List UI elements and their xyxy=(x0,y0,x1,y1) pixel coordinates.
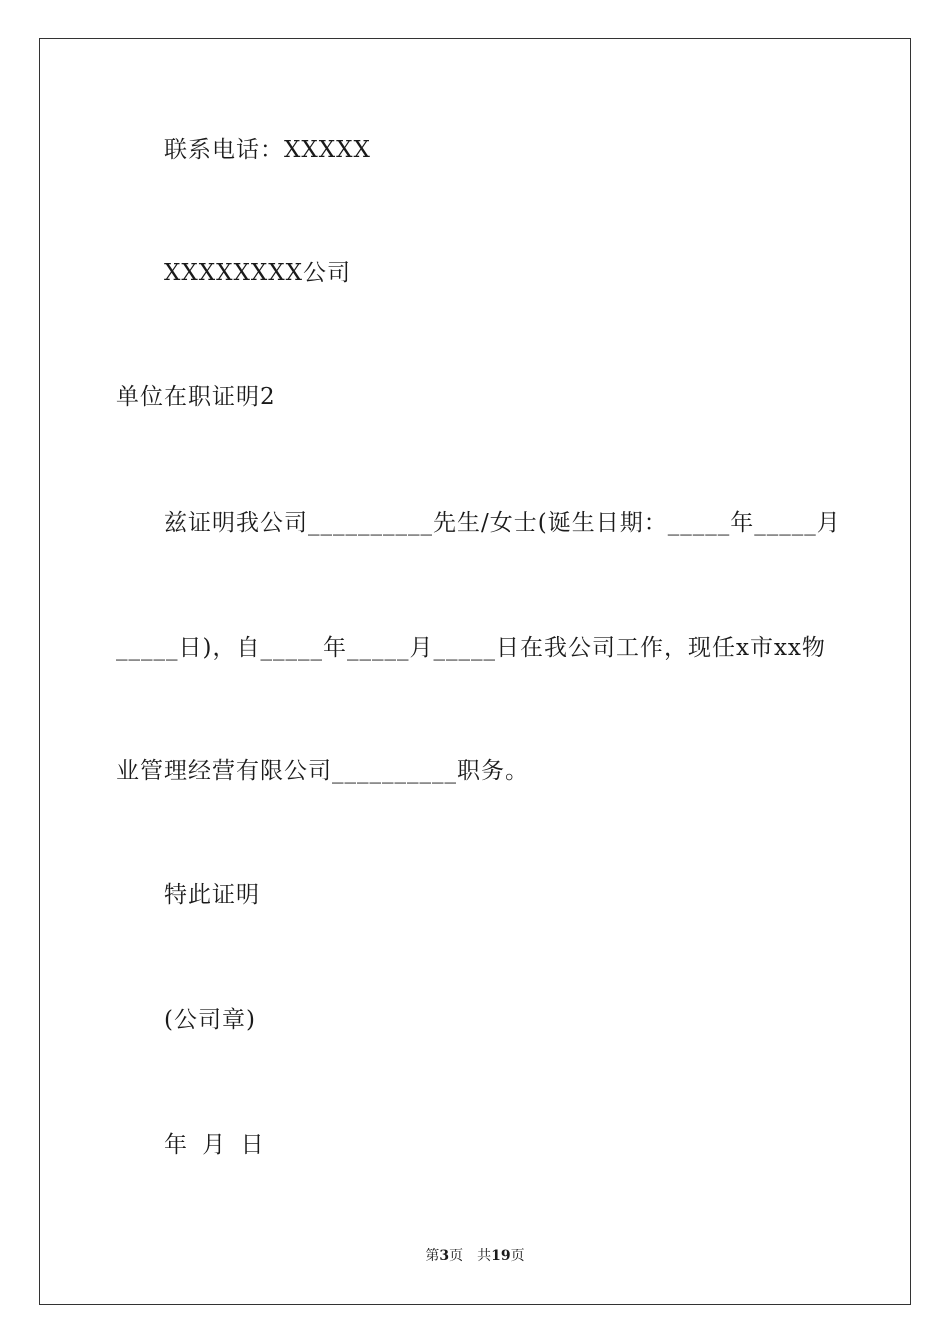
company-name-line: XXXXXXXX公司 xyxy=(164,260,351,286)
total-prefix: 共 xyxy=(477,1248,492,1264)
page-number: 3 xyxy=(439,1248,450,1264)
closing-statement: 特此证明 xyxy=(164,882,260,908)
total-pages: 19 xyxy=(491,1248,511,1264)
date-line: 年 月 日 xyxy=(164,1132,265,1158)
body-paragraph-line-3: 业管理经营有限公司__________职务。 xyxy=(116,758,529,784)
page-border xyxy=(39,38,911,1305)
total-suffix: 页 xyxy=(510,1248,525,1264)
body-paragraph-line-2: _____日)，自_____年_____月_____日在我公司工作，现任x市xx物 xyxy=(116,635,826,661)
page-footer xyxy=(0,1246,950,1266)
section-heading: 单位在职证明2 xyxy=(116,384,276,410)
page-suffix: 页 xyxy=(449,1248,464,1264)
body-paragraph-line-1: 兹证明我公司__________先生/女士(诞生日期：_____年_____月 xyxy=(164,510,841,536)
page-prefix: 第 xyxy=(425,1248,440,1264)
company-seal-label: (公司章) xyxy=(164,1007,256,1033)
contact-phone-line: 联系电话：XXXXX xyxy=(164,137,371,163)
